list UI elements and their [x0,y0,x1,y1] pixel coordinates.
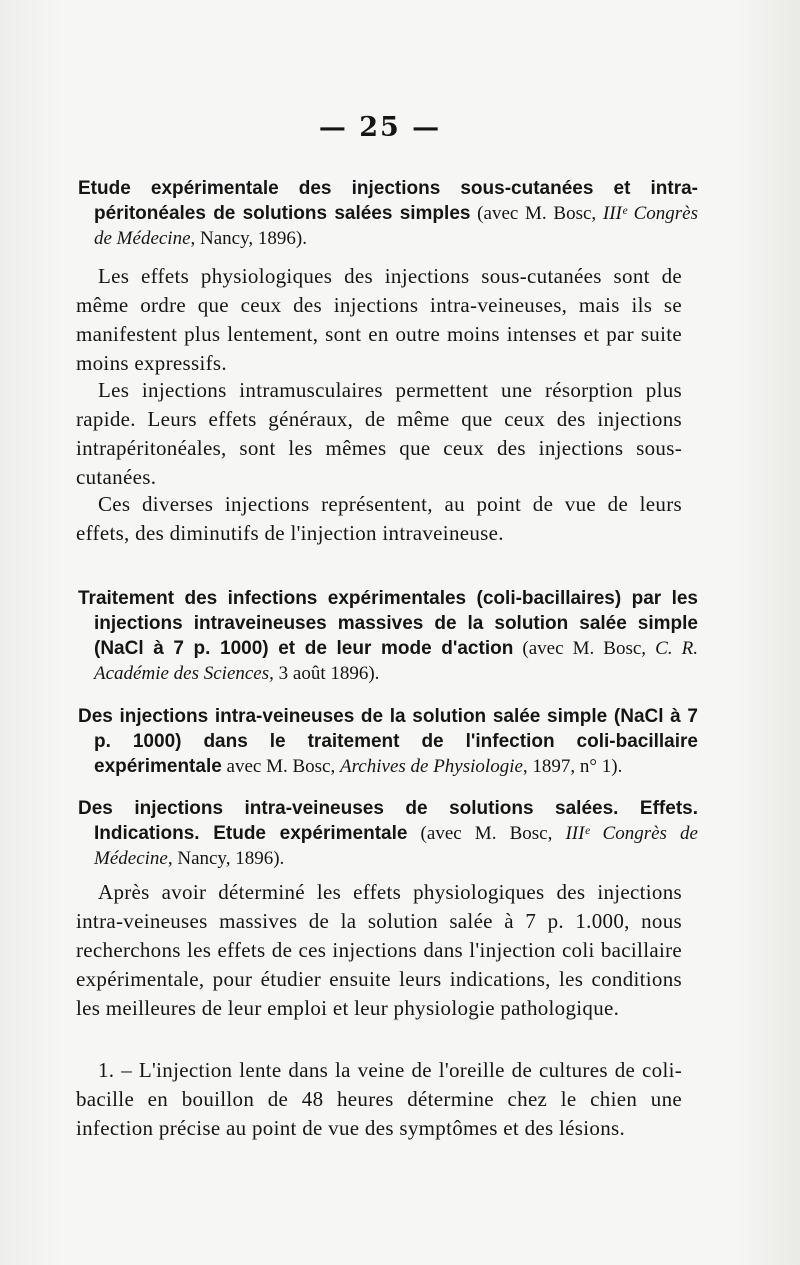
bibliography-entry-3 [78,704,698,779]
bibliography-entry-2 [78,586,698,686]
entry-ref-prefix: avec M. Bosc, [221,756,340,777]
entry-ref-italic: Archives de Physiologie [340,756,523,777]
entry-ref-suffix: , Nancy, 1896). [190,228,307,249]
entry-ref-suffix: , Nancy, 1896). [167,848,285,869]
entry-ref-suffix: , 3 août 1896). [269,663,380,684]
paragraph-5: 1. – L'injection lente dans la veine de l'oreille de cultures de coli-bacille en bouillon de 48 heures détermine chez le chien une infection précise au point de vue des symptômes et des lésions. [76,1058,682,1140]
paragraph-2: Les injections intramusculaires permettent une résorption plus rapide. Leurs effets généraux, de même que ceux des injections intrapéritonéales, sont les mêmes que ceux des injections sous-cutanées. [76,378,682,489]
paragraph-4: Après avoir déterminé les effets physiologiques des injections intra-veineuses massives de la solution salée à 7 p. 1.000, nous recherchons les effets de ces injections dans l'injection coli bacillaire expérimentale, pour étudier ensuite leurs indications, les conditions les meilleures de leur emploi et leur physiologie pathologique. [76,880,682,1020]
entry-title: Traitement des infections expérimentales (coli-bacillaires) par les injections intraveineuses massives de la solution salée simple (NaCl à 7 p. 1000) et de leur mode d'action [78,588,698,659]
entry-title: Des injections intra-veineuses de la solution salée simple (NaCl à 7 p. 1000) dans le traitement de l'infection coli-bacillaire expérimentale [78,706,698,777]
entry-ref-suffix: , 1897, n° 1). [522,756,623,777]
entry-ref-prefix: (avec M. Bosc, [513,638,656,659]
entry-ref-prefix: (avec M. Bosc, [470,203,603,224]
entry-ref-italic: IIIᵉ Congrès de Médecine [94,823,698,869]
entry-title: Des injections intra-veineuses de solutions salées. Effets. Indications. Etude expérimentale [78,798,698,844]
bibliography-entry-4 [78,796,698,871]
page-number: — 25 — [318,112,442,143]
bibliography-entry-1 [78,176,698,251]
paragraph-3: Ces diverses injections représentent, au point de vue de leurs effets, des diminutifs de l'injection intraveineuse. [76,492,682,545]
paragraph-1: Les effets physiologiques des injections sous-cutanées sont de même ordre que ceux des injections intra-veineuses, mais ils se manifestent plus lentement, sont en outre moins intenses et par suite moins expressifs. [76,264,682,375]
entry-ref-prefix: (avec M. Bosc, [407,823,566,844]
entry-title: Etude expérimentale des injections sous-cutanées et intra-péritonéales de solutions salées simples [78,178,698,224]
entry-ref-italic: C. R. Académie des Sciences [94,638,698,684]
entry-ref-italic: IIIᵉ Congrès de Médecine [94,203,698,249]
